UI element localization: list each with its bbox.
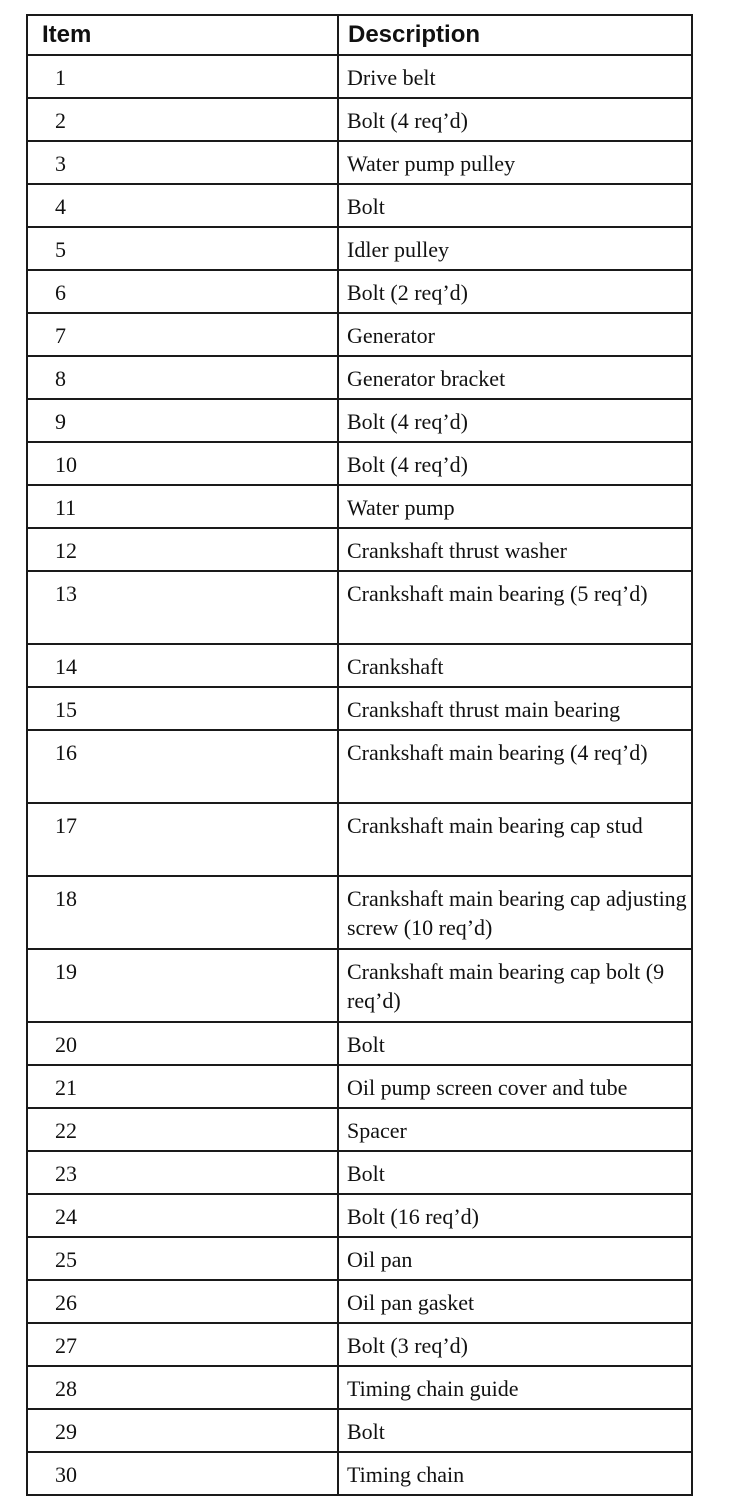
item-number: 22	[27, 1108, 338, 1151]
table-row	[27, 803, 692, 876]
item-description: Bolt (16 req’d)	[338, 1194, 692, 1237]
item-number: 30	[27, 1452, 338, 1495]
header-description: Description	[338, 15, 692, 55]
item-number: 4	[27, 184, 338, 227]
table-row	[27, 1108, 692, 1151]
item-description: Crankshaft main bearing (4 req’d)	[338, 730, 692, 803]
table-row	[27, 313, 692, 356]
item-description: Bolt (3 req’d)	[338, 1323, 692, 1366]
item-number: 24	[27, 1194, 338, 1237]
item-number: 18	[27, 876, 338, 949]
item-number: 8	[27, 356, 338, 399]
item-description: Timing chain guide	[338, 1366, 692, 1409]
item-number: 21	[27, 1065, 338, 1108]
item-description: Bolt	[338, 1151, 692, 1194]
item-number: 3	[27, 141, 338, 184]
table-row	[27, 730, 692, 803]
item-number: 23	[27, 1151, 338, 1194]
table-row	[27, 184, 692, 227]
item-description: Generator bracket	[338, 356, 692, 399]
item-description: Generator	[338, 313, 692, 356]
table-row	[27, 644, 692, 687]
table-row	[27, 949, 692, 1022]
table-body	[27, 55, 692, 1495]
item-number: 19	[27, 949, 338, 1022]
table-row	[27, 98, 692, 141]
item-description: Bolt	[338, 1409, 692, 1452]
item-description: Oil pan	[338, 1237, 692, 1280]
item-description: Water pump	[338, 485, 692, 528]
item-description: Bolt	[338, 184, 692, 227]
item-number: 10	[27, 442, 338, 485]
item-description: Bolt (4 req’d)	[338, 98, 692, 141]
table-row	[27, 1366, 692, 1409]
table-row	[27, 442, 692, 485]
item-number: 29	[27, 1409, 338, 1452]
item-number: 14	[27, 644, 338, 687]
item-description: Crankshaft	[338, 644, 692, 687]
table-row	[27, 1022, 692, 1065]
item-description: Water pump pulley	[338, 141, 692, 184]
item-number: 11	[27, 485, 338, 528]
table-row	[27, 1151, 692, 1194]
item-number: 26	[27, 1280, 338, 1323]
table-row	[27, 141, 692, 184]
table-row	[27, 270, 692, 313]
item-description: Drive belt	[338, 55, 692, 98]
table-row	[27, 399, 692, 442]
item-description: Idler pulley	[338, 227, 692, 270]
item-number: 13	[27, 571, 338, 644]
table-row	[27, 687, 692, 730]
item-description: Crankshaft main bearing (5 req’d)	[338, 571, 692, 644]
parts-table	[26, 14, 693, 1496]
header-row	[27, 15, 692, 55]
item-number: 20	[27, 1022, 338, 1065]
table-row	[27, 55, 692, 98]
table-row	[27, 1237, 692, 1280]
item-number: 1	[27, 55, 338, 98]
table-row	[27, 1280, 692, 1323]
table-row	[27, 1323, 692, 1366]
item-description: Timing chain	[338, 1452, 692, 1495]
item-description: Oil pan gasket	[338, 1280, 692, 1323]
table-row	[27, 1065, 692, 1108]
item-description: Crankshaft main bearing cap bolt (9 req’d)	[338, 949, 692, 1022]
item-number: 9	[27, 399, 338, 442]
item-description: Spacer	[338, 1108, 692, 1151]
header-item: Item	[27, 15, 338, 55]
item-description: Crankshaft thrust main bearing	[338, 687, 692, 730]
table-row	[27, 485, 692, 528]
item-number: 6	[27, 270, 338, 313]
item-description: Crankshaft thrust washer	[338, 528, 692, 571]
item-number: 25	[27, 1237, 338, 1280]
item-number: 15	[27, 687, 338, 730]
table-row	[27, 528, 692, 571]
item-description: Bolt (2 req’d)	[338, 270, 692, 313]
item-number: 2	[27, 98, 338, 141]
item-number: 7	[27, 313, 338, 356]
table-row	[27, 571, 692, 644]
table-row	[27, 227, 692, 270]
item-number: 5	[27, 227, 338, 270]
item-description: Crankshaft main bearing cap adjusting screw (10 req’d)	[338, 876, 692, 949]
item-number: 12	[27, 528, 338, 571]
item-description: Oil pump screen cover and tube	[338, 1065, 692, 1108]
item-description: Bolt	[338, 1022, 692, 1065]
item-description: Crankshaft main bearing cap stud	[338, 803, 692, 876]
item-description: Bolt (4 req’d)	[338, 399, 692, 442]
table-row	[27, 876, 692, 949]
item-number: 28	[27, 1366, 338, 1409]
item-description: Bolt (4 req’d)	[338, 442, 692, 485]
table-row	[27, 1409, 692, 1452]
item-number: 16	[27, 730, 338, 803]
table-row	[27, 1452, 692, 1495]
item-number: 27	[27, 1323, 338, 1366]
table-row	[27, 1194, 692, 1237]
table-row	[27, 356, 692, 399]
item-number: 17	[27, 803, 338, 876]
